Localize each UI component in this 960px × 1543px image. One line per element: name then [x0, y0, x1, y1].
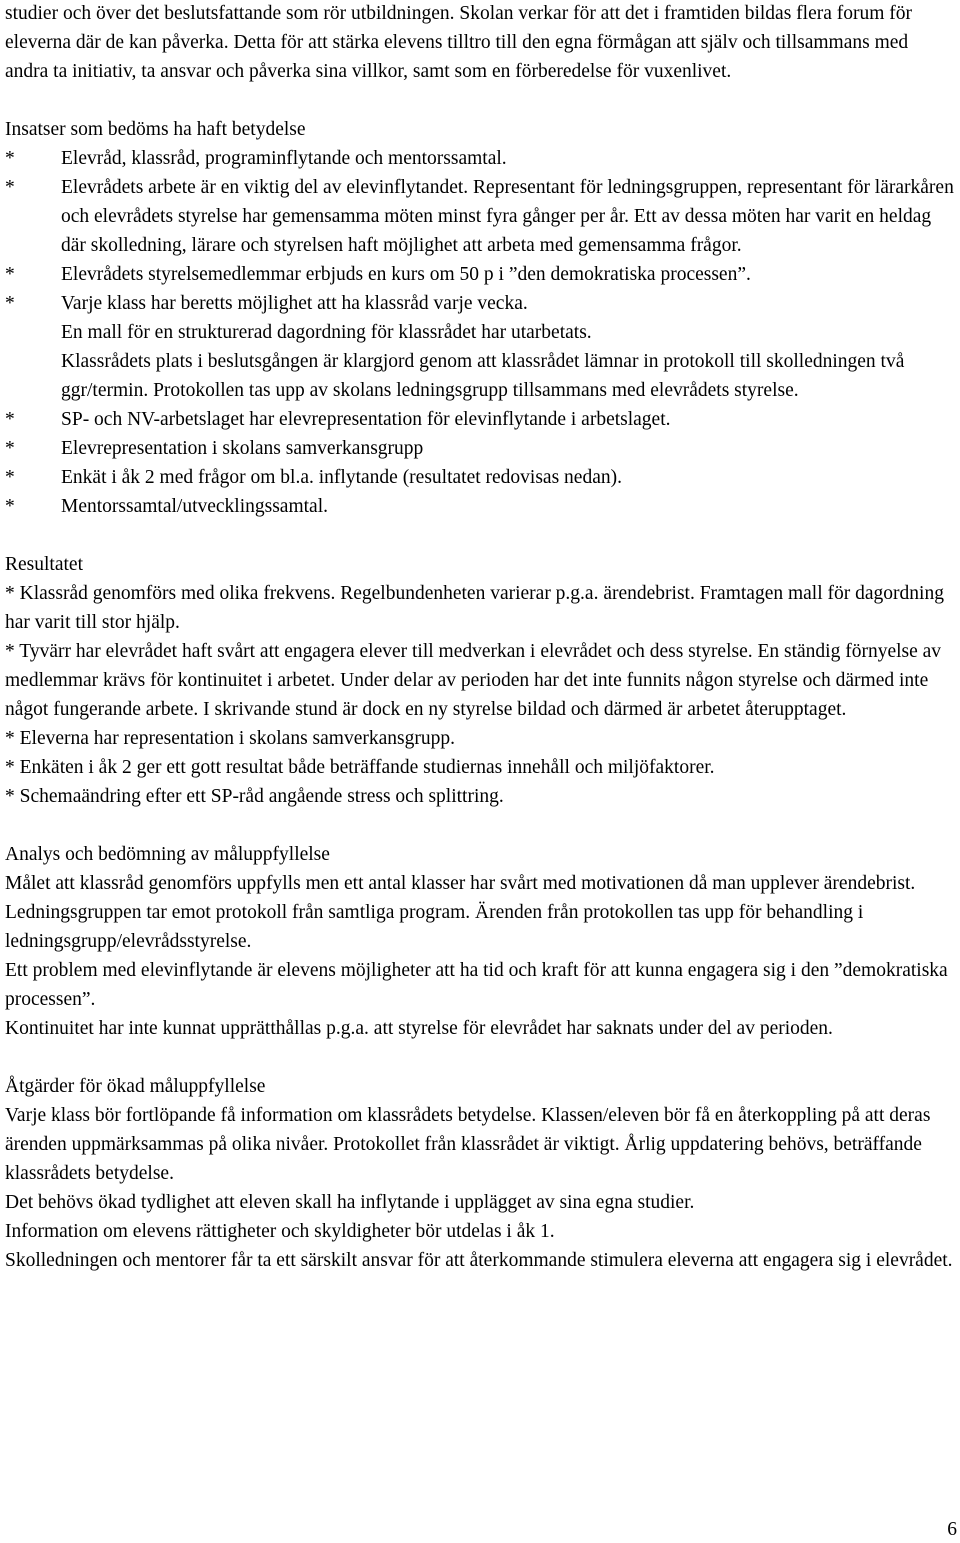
document-page [5, 0, 955, 1275]
insatser-item-text: Elevrådets styrelsemedlemmar erbjuds en kurs om 50 p i ”den demokratiska processen”. [61, 264, 751, 285]
analys-line: Ledningsgruppen tar emot protokoll från samtliga program. Ärenden från protokollen tas upp för behandling i ledningsgrupp/elevrådsstyrelse. [5, 902, 864, 952]
atgarder-section [5, 1072, 955, 1275]
insatser-item [5, 144, 955, 173]
bullet-star: * [5, 496, 15, 517]
insatser-item [5, 173, 955, 260]
analys-heading: Analys och bedömning av måluppfyllelse [5, 844, 330, 865]
bullet-star: * [5, 438, 15, 459]
bullet-star: * [5, 467, 15, 488]
analys-line: Ett problem med elevinflytande är elevens möjligheter att ha tid och kraft för att kunna engagera sig i den ”demokratiska processen”. [5, 960, 948, 1010]
intro-paragraph: studier och över det beslutsfattande som rör utbildningen. Skolan verkar för att det i framtiden bildas flera forum för eleverna där de kan påverka. Detta för att stärka elevens tilltro till den egna förmågan att själv och tillsammans med andra ta initiativ, ta ansvar och påverka sina villkor, samt som en förberedelse för vuxenlivet. [5, 3, 913, 82]
resultatet-line: * Tyvärr har elevrådet haft svårt att engagera elever till medverkan i elevrådet och dess styrelse. En ständig förnyelse av medlemmar krävs för kontinuitet i arbetet. Under delar av perioden har det inte funnits någon styrelse och därmed inte något fungerande arbete. I skrivande stund är dock en ny styrelse bildad och därmed är arbetet återupptaget. [5, 641, 942, 720]
bullet-star: * [5, 177, 15, 198]
insatser-item [5, 289, 955, 318]
atgarder-line: Information om elevens rättigheter och skyldigheter bör utdelas i åk 1. [5, 1221, 555, 1242]
insatser-heading: Insatser som bedöms ha haft betydelse [5, 119, 306, 140]
insatser-item [5, 434, 955, 463]
insatser-item [5, 405, 955, 434]
page-number: 6 [947, 1519, 957, 1540]
bullet-star: * [5, 293, 15, 314]
analys-section [5, 840, 955, 1043]
insatser-item-text: Mentorssamtal/utvecklingssamtal. [61, 496, 328, 517]
resultatet-section [5, 550, 955, 811]
resultatet-line: * Schemaändring efter ett SP-råd angående stress och splittring. [5, 786, 504, 807]
insatser-item [5, 492, 955, 521]
atgarder-line: Skolledningen och mentorer får ta ett särskilt ansvar för att återkommande stimulera eleverna att engagera sig i elevrådet. [5, 1250, 953, 1271]
resultatet-line: * Enkäten i åk 2 ger ett gott resultat både beträffande studiernas innehåll och miljöfaktorer. [5, 757, 715, 778]
insatser-item-text: Elevrepresentation i skolans samverkansgrupp [61, 438, 424, 459]
atgarder-line: Det behövs ökad tydlighet att eleven skall ha inflytande i upplägget av sina egna studier. [5, 1192, 695, 1213]
atgarder-line: Varje klass bör fortlöpande få information om klassrådets betydelse. Klassen/eleven bör få en återkoppling på att deras ärenden uppmärksammas på olika nivåer. Protokollet från klassrådet är viktigt. Årlig uppdatering behövs, beträffande klassrådets betydelse. [5, 1105, 931, 1184]
insatser-item-text: Elevrådets arbete är en viktig del av elevinflytandet. Representant för ledningsgruppen, representant för lärarkåren och elevrådets styrelse har gemensamma möten minst fyra gånger per år. Ett av dessa möten har varit en heldag där skolledning, lärare och styrelsen haft möjlighet att arbeta med gemensamma frågor. [61, 177, 954, 256]
resultatet-line: * Klassråd genomförs med olika frekvens. Regelbundenheten varierar p.g.a. ärendebrist. Framtagen mall för dagordning har varit till stor hjälp. [5, 583, 944, 633]
resultatet-line: * Eleverna har representation i skolans samverkansgrupp. [5, 728, 455, 749]
bullet-star: * [5, 264, 15, 285]
analys-line: Målet att klassråd genomförs uppfylls men ett antal klasser har svårt med motivationen då man upplever ärendebrist. [5, 873, 916, 894]
insatser-indented-text: En mall för en strukturerad dagordning för klassrådet har utarbetats. [61, 322, 592, 343]
bullet-star: * [5, 409, 15, 430]
resultatet-heading: Resultatet [5, 554, 83, 575]
insatser-item-text: Elevråd, klassråd, programinflytande och mentorssamtal. [61, 148, 507, 169]
insatser-item-text: Varje klass har beretts möjlighet att ha klassråd varje vecka. [61, 293, 528, 314]
insatser-section [5, 115, 955, 521]
insatser-item [5, 260, 955, 289]
insatser-indented-text: Klassrådets plats i beslutsgången är klargjord genom att klassrådet lämnar in protokoll till skolledningen två ggr/termin. Protokollen tas upp av skolans ledningsgrupp tillsammans med elevrådets styrelse. [61, 351, 905, 401]
atgarder-heading: Åtgärder för ökad måluppfyllelse [5, 1076, 266, 1097]
insatser-item-text: SP- och NV-arbetslaget har elevrepresentation för elevinflytande i arbetslaget. [61, 409, 671, 430]
insatser-item [5, 463, 955, 492]
bullet-star: * [5, 148, 15, 169]
analys-line: Kontinuitet har inte kunnat upprätthållas p.g.a. att styrelse för elevrådet har saknats under del av perioden. [5, 1018, 833, 1039]
insatser-item-text: Enkät i åk 2 med frågor om bl.a. inflytande (resultatet redovisas nedan). [61, 467, 622, 488]
